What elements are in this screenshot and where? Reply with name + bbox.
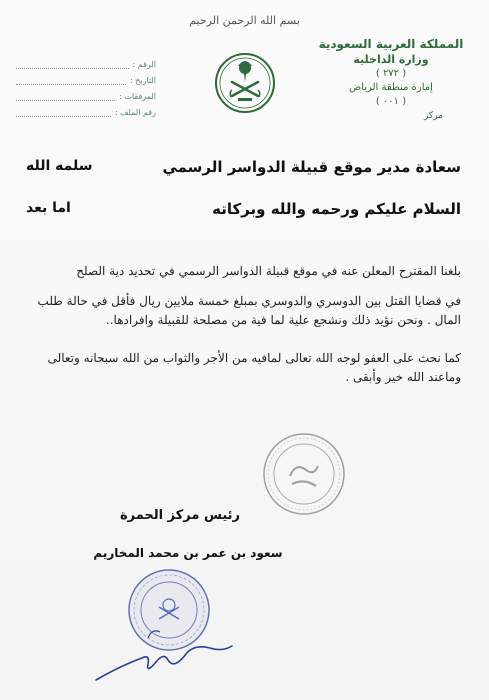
- field-file-number: رقم الملف :: [16, 108, 156, 117]
- saudi-emblem-icon: [214, 52, 276, 114]
- signer-title: رئيس مركز الحمرة: [119, 508, 241, 523]
- blessing: سلمه الله: [26, 158, 93, 174]
- recipient-line: [26, 158, 461, 176]
- center-label: مركز: [423, 111, 443, 121]
- after-greeting: اما بعد: [26, 200, 71, 216]
- field-date: التاريخ :: [16, 76, 156, 85]
- emirate-name: إمارة منطقة الرياض: [349, 82, 433, 93]
- handwritten-signature-icon: [90, 618, 240, 688]
- ministry-name: وزارة الداخلية: [353, 53, 429, 66]
- recipient: سعادة مدير موقع قبيلة الدواسر الرسمي: [162, 158, 461, 176]
- reference-fields: [16, 60, 156, 124]
- letterhead: [311, 36, 471, 123]
- ministry-code: ( ٢٧٢ ): [375, 68, 407, 79]
- emirate-code: ( ٠٠١ ): [375, 96, 407, 107]
- round-stamp-icon: [262, 432, 346, 516]
- greeting-line: [26, 200, 461, 218]
- field-attachments: المرفقات :: [16, 92, 156, 101]
- paragraph-3: كما نحث على العفو لوجه الله تعالى لمافيه من الأجر والثواب من الله سبحانه وتعالى وماعند الله خير وأبقى .: [47, 351, 461, 384]
- paragraph-1: بلغنا المقترح المعلن عنه في موقع قبيلة الدواسر الرسمي في تحديد دية الصلح: [76, 264, 461, 278]
- kingdom-name: المملكة العربية السعودية: [318, 37, 464, 51]
- greeting: السلام عليكم ورحمه والله وبركاته: [212, 200, 461, 218]
- basmala: بسم الله الرحمن الرحيم: [189, 14, 300, 27]
- paragraph-2: في قضايا القتل بين الدوسري والدوسري بمبلغ خمسة ملايين ريال فأقل في حالة طلب المال . ونحن نؤيد ذلك ونشجع علية لما فية من مصلحة للقبيلة وافرادها..: [37, 294, 461, 327]
- signer-name: سعود بن عمر بن محمد المخاريم: [93, 546, 283, 560]
- field-number: الرقم :: [16, 60, 156, 69]
